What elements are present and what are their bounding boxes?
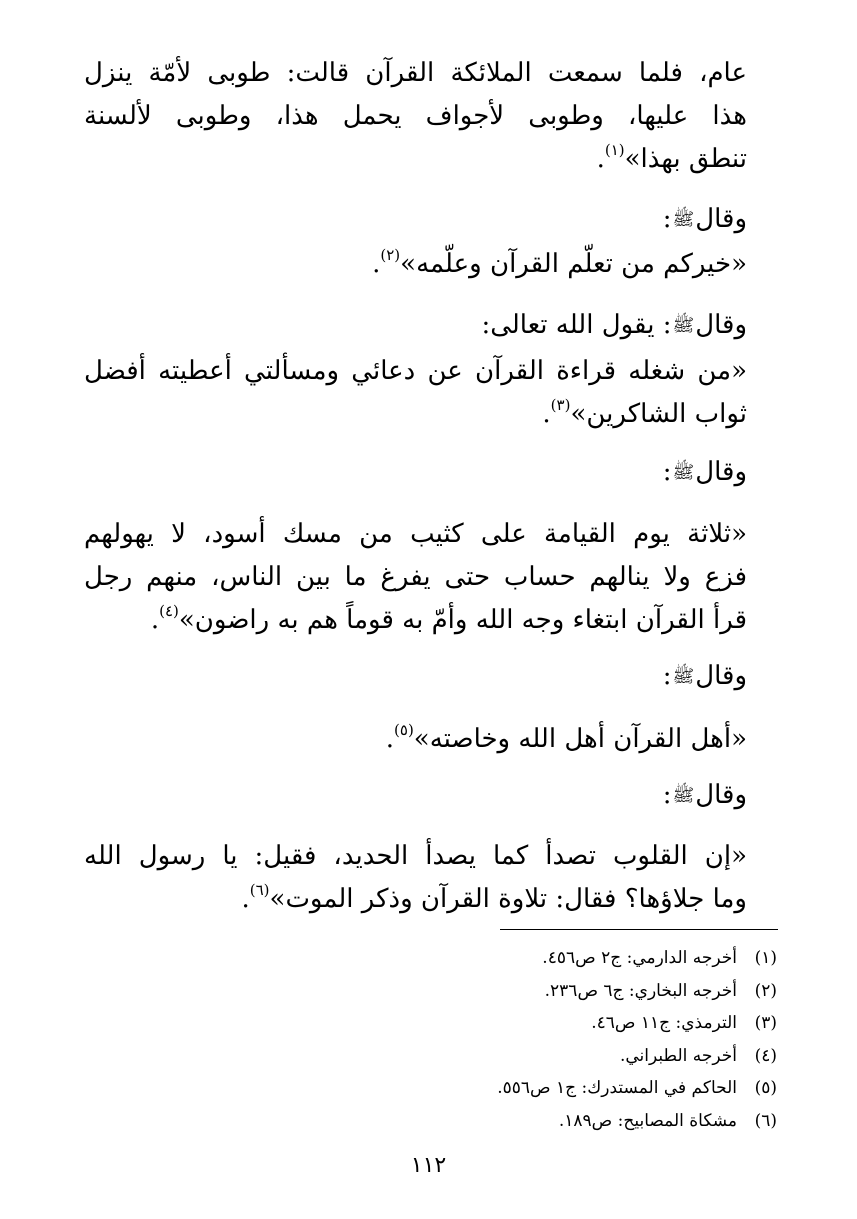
text-line: عام، فلما سمعت الملائكة القرآن قالت: طوبى لأمّة ينزل [84, 58, 747, 88]
footnote-ref: (٤) [159, 602, 179, 621]
text-line [84, 599, 747, 642]
hadith-intro [663, 452, 747, 493]
footnotes [497, 942, 777, 1137]
text-line-content: وما جلاؤها؟ فقال: تلاوة القرآن وذكر الموت» [269, 884, 747, 914]
footnote-text: أخرجه البخاري: ج٦ ص٢٣٦. [544, 980, 737, 1001]
hadith-intro [663, 199, 747, 240]
paragraph-6 [84, 835, 747, 921]
text-line-content: «خيركم من تعلّم القرآن وعلّمه» [400, 249, 747, 279]
footnote-text: مشكاة المصابيح: ص١٨٩. [558, 1110, 737, 1131]
paragraph-2 [84, 243, 747, 286]
intro-text: وقال [695, 457, 747, 487]
footnote-number: (٦) [754, 1110, 777, 1131]
salutation-glyph: ﷺ [672, 785, 695, 806]
footnote-ref: (٦) [249, 881, 270, 900]
footnote-item [497, 1072, 777, 1105]
intro-tail: : يقول الله تعالى: [481, 310, 672, 340]
text-line [84, 878, 747, 921]
paragraph-4 [84, 513, 747, 642]
text-line: «من شغله قراءة القرآن عن دعائي ومسألتي أعطيته أفضل [84, 356, 747, 386]
intro-tail: : [662, 457, 672, 487]
footnote-item [497, 942, 777, 975]
salutation-glyph: ﷺ [672, 315, 695, 336]
paragraph-5 [84, 718, 747, 761]
period: . [542, 399, 551, 429]
footnote-number: (٥) [754, 1078, 777, 1098]
footnote-number: (٢) [754, 980, 777, 1001]
footnote-text: الحاكم في المستدرك: ج١ ص٥٥٦. [497, 1078, 737, 1098]
footnote-separator [500, 929, 778, 930]
period: . [372, 249, 381, 279]
text-line-content: تنطق بهذا» [624, 144, 747, 174]
footnote-item [497, 1007, 777, 1040]
text-line [84, 243, 747, 286]
footnote-ref: (٢) [380, 246, 401, 265]
footnote-text: أخرجه الطبراني. [619, 1045, 737, 1066]
text-line-content: «أهل القرآن أهل الله وخاصته» [413, 724, 747, 754]
footnote-ref: (٣) [550, 396, 571, 415]
paragraph-1 [84, 52, 747, 181]
text-line: «إن القلوب تصدأ كما يصدأ الحديد، فقيل: يا رسول الله [84, 841, 747, 871]
intro-tail: : [662, 661, 672, 691]
hadith-intro [663, 775, 747, 816]
footnote-ref: (٥) [394, 721, 414, 740]
text-line: هذا عليها، وطوبى لأجواف يحمل هذا، وطوبى لألسنة [84, 101, 747, 131]
text-line [84, 718, 747, 761]
hadith-intro [481, 305, 747, 346]
intro-text: وقال [695, 661, 747, 691]
text-line: فزع ولا ينالهم حساب حتى يفرغ ما بين الناس، منهم رجل [84, 562, 747, 592]
period: . [596, 144, 605, 174]
period: . [385, 724, 395, 754]
text-line-content: ثواب الشاكرين» [570, 399, 747, 429]
footnote-ref: (١) [604, 141, 625, 160]
period: . [241, 884, 250, 914]
text-line [84, 138, 747, 181]
salutation-glyph: ﷺ [672, 666, 695, 687]
footnote-text: الترمذي: ج١١ ص٤٦. [591, 1013, 737, 1033]
footnote-number: (٣) [754, 1013, 777, 1033]
paragraph-3 [84, 350, 747, 436]
footnote-number: (٤) [754, 1045, 777, 1066]
period: . [150, 605, 160, 635]
intro-text: وقال [695, 310, 747, 340]
footnote-text: أخرجه الدارمي: ج٢ ص٤٥٦. [542, 948, 737, 968]
footnote-item [497, 1040, 777, 1073]
page-number: ١١٢ [410, 1153, 447, 1178]
footnote-number: (١) [754, 948, 777, 968]
footnote-item [497, 975, 777, 1008]
intro-tail: : [662, 780, 672, 810]
intro-text: وقال [695, 780, 747, 810]
footnote-item [497, 1105, 777, 1138]
salutation-glyph: ﷺ [672, 209, 695, 230]
salutation-glyph: ﷺ [672, 462, 695, 483]
intro-tail: : [662, 204, 672, 234]
text-line [84, 393, 747, 436]
text-line: «ثلاثة يوم القيامة على كثيب من مسك أسود، لا يهولهم [84, 519, 747, 549]
intro-text: وقال [695, 204, 747, 234]
hadith-intro [663, 656, 747, 697]
text-line-content: قرأ القرآن ابتغاء وجه الله وأمّ به قوماً هم به راضون» [178, 605, 747, 635]
